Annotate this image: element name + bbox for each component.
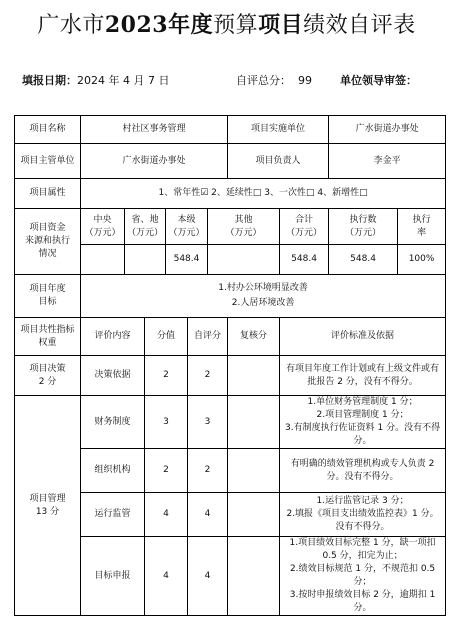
row-score: 2: [145, 356, 188, 396]
row-self-score: 4: [188, 493, 228, 537]
head-weight: 项目共性指标 权重: [15, 318, 81, 356]
row-review-score: [228, 396, 280, 449]
row-score: 2: [145, 449, 188, 493]
row-self-score: 4: [188, 537, 228, 616]
row-indicator-header: [15, 318, 446, 356]
funds-head-executed: 执行数 （万元）: [329, 209, 398, 245]
head-content: 评价内容: [81, 318, 145, 356]
row-project-name: [15, 116, 446, 144]
row-self-score: 2: [188, 449, 228, 493]
row-review-score: [228, 537, 280, 616]
row-content: 目标申报: [81, 537, 145, 616]
row-goals: [15, 275, 446, 318]
funds-head-total: 合计 （万元）: [280, 209, 329, 245]
funds-val-total: 548.4: [280, 245, 329, 275]
row-criteria: 有项目年度工作计划或有上级文件或有批报告 2 分，没有不得分。: [280, 356, 446, 396]
label-goals: 项目年度 目标: [15, 275, 81, 318]
funds-head-local: 本级 （万元）: [166, 209, 208, 245]
funds-val-other: [208, 245, 280, 275]
table-row: [15, 356, 446, 396]
row-funds-header: [15, 209, 446, 245]
row-content: 决策依据: [81, 356, 145, 396]
label-project-name: 项目名称: [15, 116, 81, 144]
funds-head-central: 中央 （万元）: [81, 209, 125, 245]
row-content: 运行监管: [81, 493, 145, 537]
goal-item: 2.人居环境改善: [231, 298, 295, 308]
head-criteria: 评价标准及依据: [280, 318, 446, 356]
row-criteria: 有明确的绩效管理机构或专人负责 2 分。没有不得分。: [280, 449, 446, 493]
label-impl-unit: 项目实施单位: [228, 116, 329, 144]
row-review-score: [228, 449, 280, 493]
row-attr: [15, 179, 446, 209]
row-dept: [15, 144, 446, 179]
value-impl-unit: 广水街道办事处: [329, 116, 446, 144]
row-score: 4: [145, 493, 188, 537]
row-content: 财务制度: [81, 396, 145, 449]
row-review-score: [228, 356, 280, 396]
label-owner: 项目负责人: [228, 144, 329, 179]
funds-head-other: 其他 （万元）: [208, 209, 280, 245]
row-content: 组织机构: [81, 449, 145, 493]
funds-head-province: 省、地 （万元）: [125, 209, 166, 245]
funds-val-local: 548.4: [166, 245, 208, 275]
goals-list: [81, 275, 446, 318]
row-review-score: [228, 493, 280, 537]
head-score: 分值: [145, 318, 188, 356]
funds-val-executed: 548.4: [329, 245, 398, 275]
head-self-score: 自评分: [188, 318, 228, 356]
value-project-name: 村社区事务管理: [81, 116, 228, 144]
row-self-score: 3: [188, 396, 228, 449]
value-dept: 广水街道办事处: [81, 144, 228, 179]
row-criteria: 1.运行监管记录 3 分； 2.填报《项目支出绩效监控表》1 分。没有不得分。: [280, 493, 446, 537]
section-decision: 项目决策 2 分: [15, 356, 81, 396]
table-row: [15, 396, 446, 449]
row-score: 3: [145, 396, 188, 449]
label-attr: 项目属性: [15, 179, 81, 209]
goal-item: 1.村办公环境明显改善: [218, 283, 308, 293]
section-management: 项目管理 13 分: [15, 396, 81, 616]
evaluation-table: [14, 115, 446, 616]
leader-sign: 单位领导审签：: [340, 74, 417, 87]
total-score: 自评总分： 99: [236, 74, 312, 87]
head-review-score: 复核分: [228, 318, 280, 356]
row-score: 4: [145, 537, 188, 616]
row-criteria: 1.单位财务管理制度 1 分； 2.项目管理制度 1 分； 3.有制度执行佐证资料 1 分。没有不得分。: [280, 396, 446, 449]
fill-date: 填报日期：2024 年 4 月 7 日: [22, 74, 170, 87]
funds-head-rate: 执行 率: [398, 209, 446, 245]
label-funds: 项目资金 来源和执行 情况: [15, 209, 81, 275]
funds-val-province: [125, 245, 166, 275]
value-attr-options: 1、常年性☑ 2、延续性□ 3、一次性□ 4、新增性□: [81, 179, 446, 209]
value-owner: 李金平: [329, 144, 446, 179]
funds-val-rate: 100%: [398, 245, 446, 275]
row-criteria: 1.项目绩效目标完整 1 分，缺一项扣 0.5 分，扣完为止； 2.绩效目标规范 1 分，不规范扣 0.5 分； 3.按时申报绩效目标 2 分，逾期扣 1 分。: [280, 537, 446, 616]
row-self-score: 2: [188, 356, 228, 396]
label-dept: 项目主管单位: [15, 144, 81, 179]
funds-val-central: [81, 245, 125, 275]
page-title: 广水市2023年度预算项目绩效自评表: [37, 12, 416, 38]
